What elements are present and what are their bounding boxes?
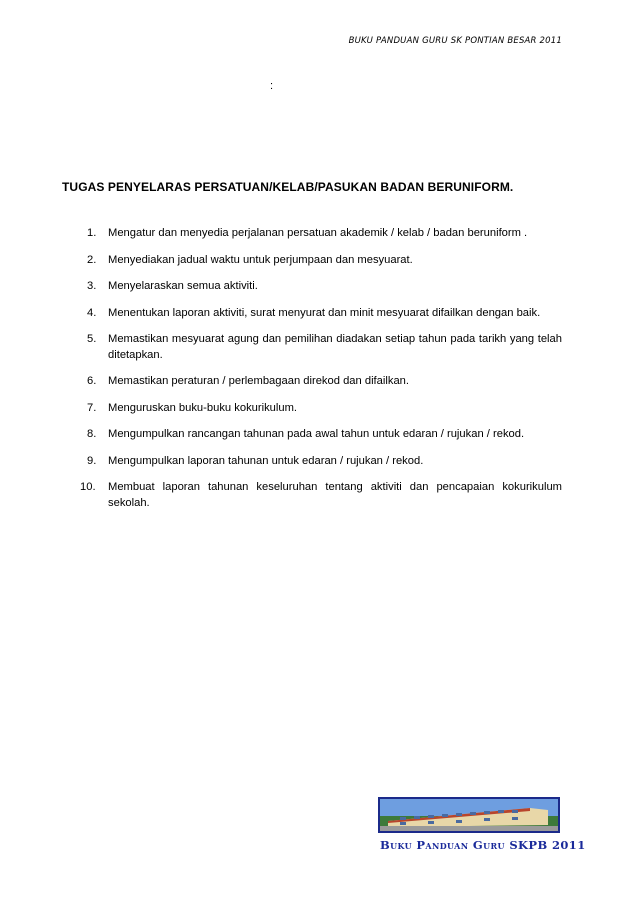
duty-item-4 — [76, 306, 562, 322]
duty-text: Membuat laporan tahunan keseluruhan tentang aktiviti dan pencapaian kokurikulum sekolah. — [108, 481, 562, 509]
duty-item-5 — [76, 332, 562, 363]
duty-number: 10. — [80, 481, 96, 493]
duty-text: Memastikan mesyuarat agung dan pemilihan diadakan setiap tahun pada tarikh yang telah ditetapkan. — [108, 333, 562, 361]
duty-item-9 — [76, 454, 562, 470]
section-title: TUGAS PENYELARAS PERSATUAN/KELAB/PASUKAN BADAN BERUNIFORM. — [62, 180, 514, 194]
duty-text: Menguruskan buku-buku kokurikulum. — [108, 401, 298, 414]
duty-number: 4. — [87, 306, 97, 319]
school-building-image — [378, 797, 560, 833]
duty-number: 8. — [87, 428, 97, 440]
duty-list — [76, 226, 562, 522]
duty-text: Menentukan laporan aktiviti, surat menyurat dan minit mesyuarat difailkan dengan baik. — [108, 306, 541, 319]
duty-item-10 — [76, 480, 562, 511]
duty-number: 3. — [87, 280, 97, 292]
duty-item-7 — [76, 401, 562, 417]
duty-number: 1. — [87, 227, 97, 239]
duty-text: Menyelaraskan semua aktiviti. — [108, 280, 258, 292]
footer-caption: Buku Panduan Guru SKPB 2011 — [380, 838, 586, 852]
duty-text: Mengumpulkan laporan tahunan untuk edaran / rujukan / rekod. — [108, 454, 424, 467]
duty-text: Menyediakan jadual waktu untuk perjumpaan dan mesyuarat. — [108, 253, 413, 266]
duty-item-3 — [76, 279, 562, 295]
school-building-illustration — [380, 799, 558, 831]
duty-item-8 — [76, 427, 562, 443]
running-header: BUKU PANDUAN GURU SK PONTIAN BESAR 2011 — [348, 36, 562, 46]
duty-number: 2. — [87, 253, 97, 266]
duty-number: 7. — [87, 401, 97, 414]
duty-number: 5. — [87, 333, 97, 345]
duty-number: 6. — [87, 375, 97, 387]
duty-item-1 — [76, 226, 562, 242]
duty-text: Mengatur dan menyedia perjalanan persatuan akademik / kelab / badan beruniform . — [108, 227, 528, 239]
duty-number: 9. — [87, 454, 97, 467]
duty-text: Mengumpulkan rancangan tahunan pada awal tahun untuk edaran / rujukan / rekod. — [108, 428, 525, 440]
duty-item-2 — [76, 253, 562, 269]
duty-item-6 — [76, 374, 562, 390]
duty-text: Memastikan peraturan / perlembagaan direkod dan difailkan. — [108, 375, 409, 387]
stray-colon: : — [270, 80, 274, 92]
